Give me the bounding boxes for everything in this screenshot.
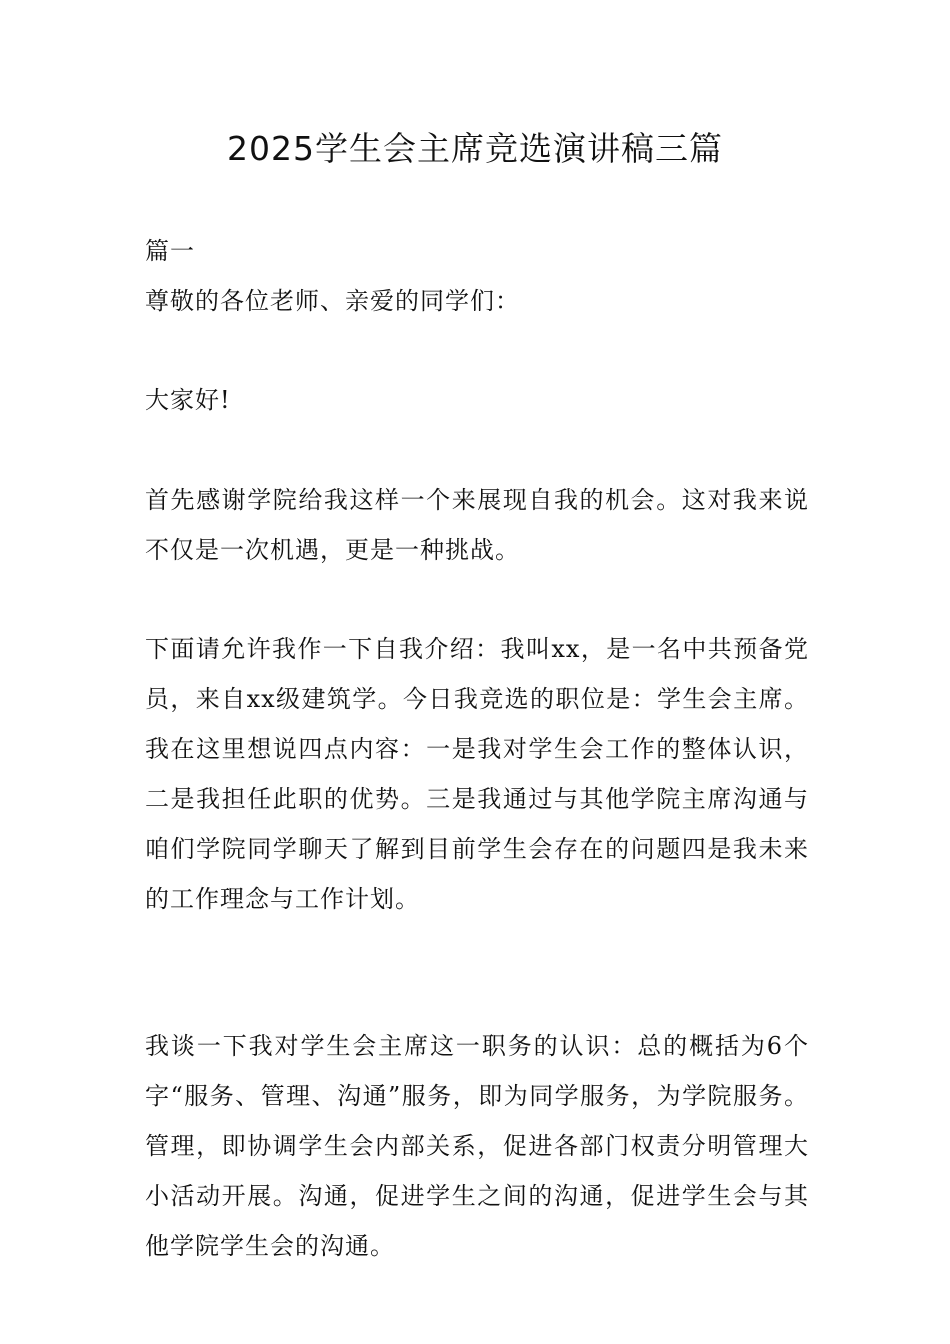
document-title: 2025学生会主席竞选演讲稿三篇 bbox=[227, 129, 723, 168]
paragraph-self-intro: 下面请允许我作一下自我介绍：我叫xx，是一名中共预备党员，来自xx级建筑学。今日我竞选的职位是：学生会主席。我在这里想说四点内容：一是我对学生会工作的整体认识，二是我担任此职的优势。三是我通过与其他学院主席沟通与咱们学院同学聊天了解到目前学生会存在的问题四是我未来的工作理念与工作计划。 bbox=[145, 635, 809, 913]
salutation: 尊敬的各位老师、亲爱的同学们： bbox=[145, 287, 520, 315]
paragraph-role-view: 我谈一下我对学生会主席这一职务的认识：总的概括为6个字“服务、管理、沟通”服务，即为同学服务，为学院服务。管理，即协调学生会内部关系，促进各部门权责分明管理大小活动开展。沟通，促进学生之间的沟通，促进学生会与其他学院学生会的沟通。 bbox=[145, 1032, 809, 1260]
paragraph-intro: 首先感谢学院给我这样一个来展现自我的机会。这对我来说不仅是一次机遇，更是一种挑战。 bbox=[145, 486, 809, 564]
greeting: 大家好! bbox=[145, 386, 231, 414]
section-label: 篇一 bbox=[145, 237, 195, 265]
